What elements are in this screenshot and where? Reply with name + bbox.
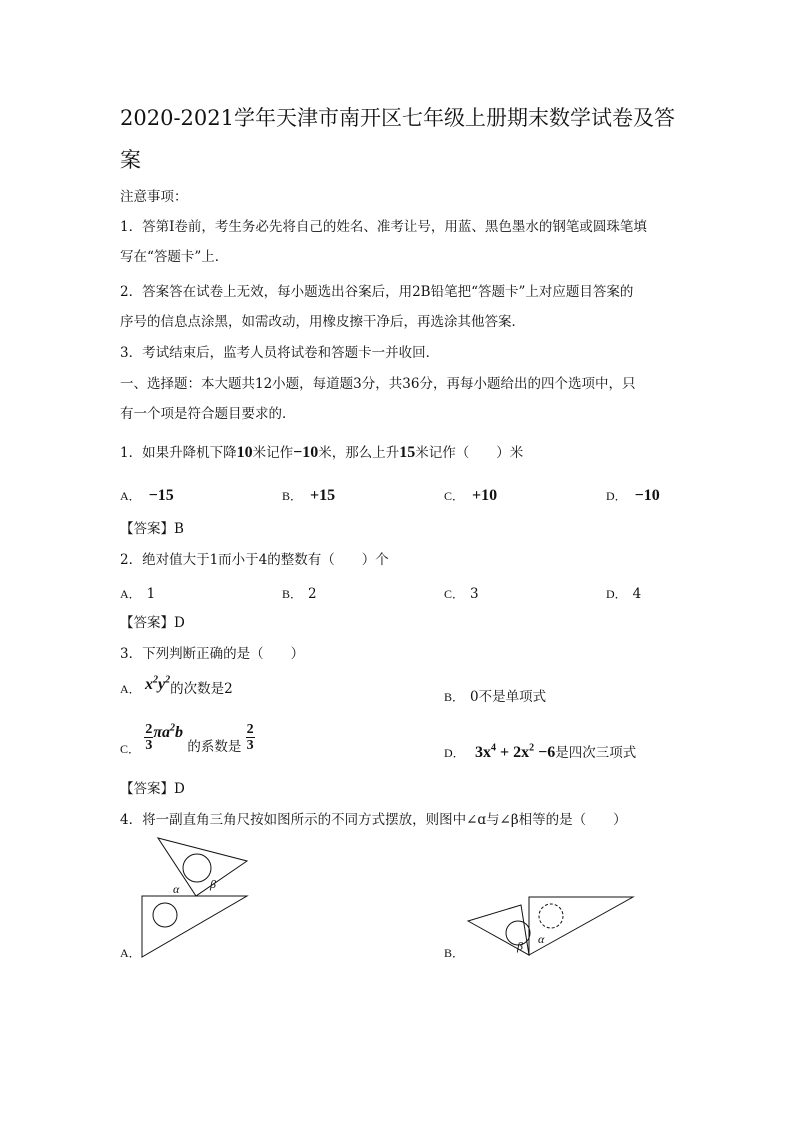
option-label: C． [120,742,141,756]
figure-a [140,835,280,970]
q4-option-b-label[interactable]: B． [444,946,465,960]
notice-item1-line2: 写在“答题卡”上． [120,249,229,265]
question-1-stem [120,444,523,462]
q2-option-b[interactable] [282,585,317,603]
option-value: +10 [472,487,498,504]
option-label: A． [120,587,141,601]
q1-option-c[interactable] [444,485,497,505]
option-label: B． [282,489,303,503]
option-label: D． [606,489,627,503]
notice-item1-line1: 1．答第Ⅰ卷前，考生务必先将自己的姓名、准考让号，用蓝、黑色墨水的钢笔或圆珠笔填 [120,219,647,235]
fig-b-beta-label: β [517,939,523,953]
q1-option-a[interactable] [120,485,174,505]
option-label: D． [606,587,627,601]
q3-option-d[interactable] [444,744,636,762]
q1-option-d[interactable] [606,485,660,505]
option-value: −10 [634,487,660,504]
fig-b-alpha-label: α [538,932,545,946]
figure-b [465,893,635,963]
q3-option-b[interactable] [444,688,546,706]
option-label: B． [444,690,465,704]
notice-heading: 注意事项： [120,189,188,205]
q3-c-expression: $\pi a^2b$ [153,722,184,741]
question-2-stem: 2．绝对值大于1而小于4的整数有（ ）个 [120,552,389,568]
option-value: −15 [148,487,174,504]
q2-option-c[interactable] [444,585,479,603]
question-3-stem: 3．下列判断正确的是（ ） [120,646,305,662]
option-label: C． [444,587,465,601]
fig-a-bottom-circle [153,903,177,927]
fig-a-beta-label: β [210,877,216,891]
option-value: 2 [308,586,317,602]
option-label: A． [120,682,141,696]
q3-c-fraction: $\frac{2}{3}$ [145,722,153,753]
q1-text-part3: 米，那么上升 [318,445,400,461]
q3-option-a[interactable] [120,674,233,698]
notice-item2-line2: 序号的信息点涂黑，如需改动，用橡皮擦干净后，再选涂其他答案． [120,314,525,330]
option-value: 3 [470,586,479,602]
q3-option-c[interactable] [120,722,255,756]
option-text: 0不是单项式 [470,689,547,705]
fig-a-top-circle [183,854,211,882]
q2-answer: 【答案】D [120,615,185,631]
fig-b-right-circle [539,904,563,928]
q1-option-b[interactable] [282,485,335,505]
fig-a-alpha-label: α [173,882,180,896]
section1-line2: 有一个项是符合题目要求的． [120,406,296,422]
option-label: C． [444,489,465,503]
option-value: +15 [310,487,336,504]
q3-c-coefficient: $\frac{2}{3}$ [246,722,254,753]
q1-value-15: 15 [399,444,416,461]
section1-line1: 一、选择题：本大题共12小题，每道题3分，共36分，再每小题给出的四个选项中，只 [120,376,636,392]
q1-text-part2: 米记作 [252,445,294,461]
notice-item2-line1: 2．答案答在试卷上无效，每小题选出谷案后，用2B铅笔把“答题卡”上对应题目答案的 [120,284,634,300]
q4-option-a-label[interactable]: A． [120,946,141,960]
q3-a-expression: $x^2y^2$ [144,674,171,693]
q1-text-part1: 1．如果升降机下降 [120,445,237,461]
notice-item3: 3．考试结束后，监考人员将试卷和答题卡一并收回． [120,345,440,361]
q1-value-10: 10 [236,444,253,461]
page-title-line2: 案 [120,148,141,172]
option-label: A． [120,489,141,503]
q3-answer: 【答案】D [120,781,185,797]
q2-option-d[interactable] [606,585,641,603]
page-title-line1: 2020-2021学年天津市南开区七年级上册期末数学试卷及答 [120,106,675,130]
option-label: D． [444,746,465,760]
q2-option-a[interactable] [120,585,155,603]
option-text: 的次数是2 [170,681,233,697]
option-value: 1 [146,586,156,602]
option-text: 的系数是 [187,739,242,755]
option-label: B． [282,587,303,601]
q1-text-part4: 米记作（ ）米 [415,445,524,461]
fig-a-top-triangle [158,838,247,896]
q1-value-neg10: −10 [293,444,319,461]
option-text: 是四次三项式 [555,745,637,761]
question-4-stem: 4．将一副直角三角尺按如图所示的不同方式摆放，则图中∠ɑ与∠β相等的是（ ） [120,812,627,828]
option-value: 4 [632,586,642,602]
q1-answer: 【答案】B [120,521,184,537]
q3-d-expression: $3x^4 + 2x^2 -6$ [474,742,556,761]
